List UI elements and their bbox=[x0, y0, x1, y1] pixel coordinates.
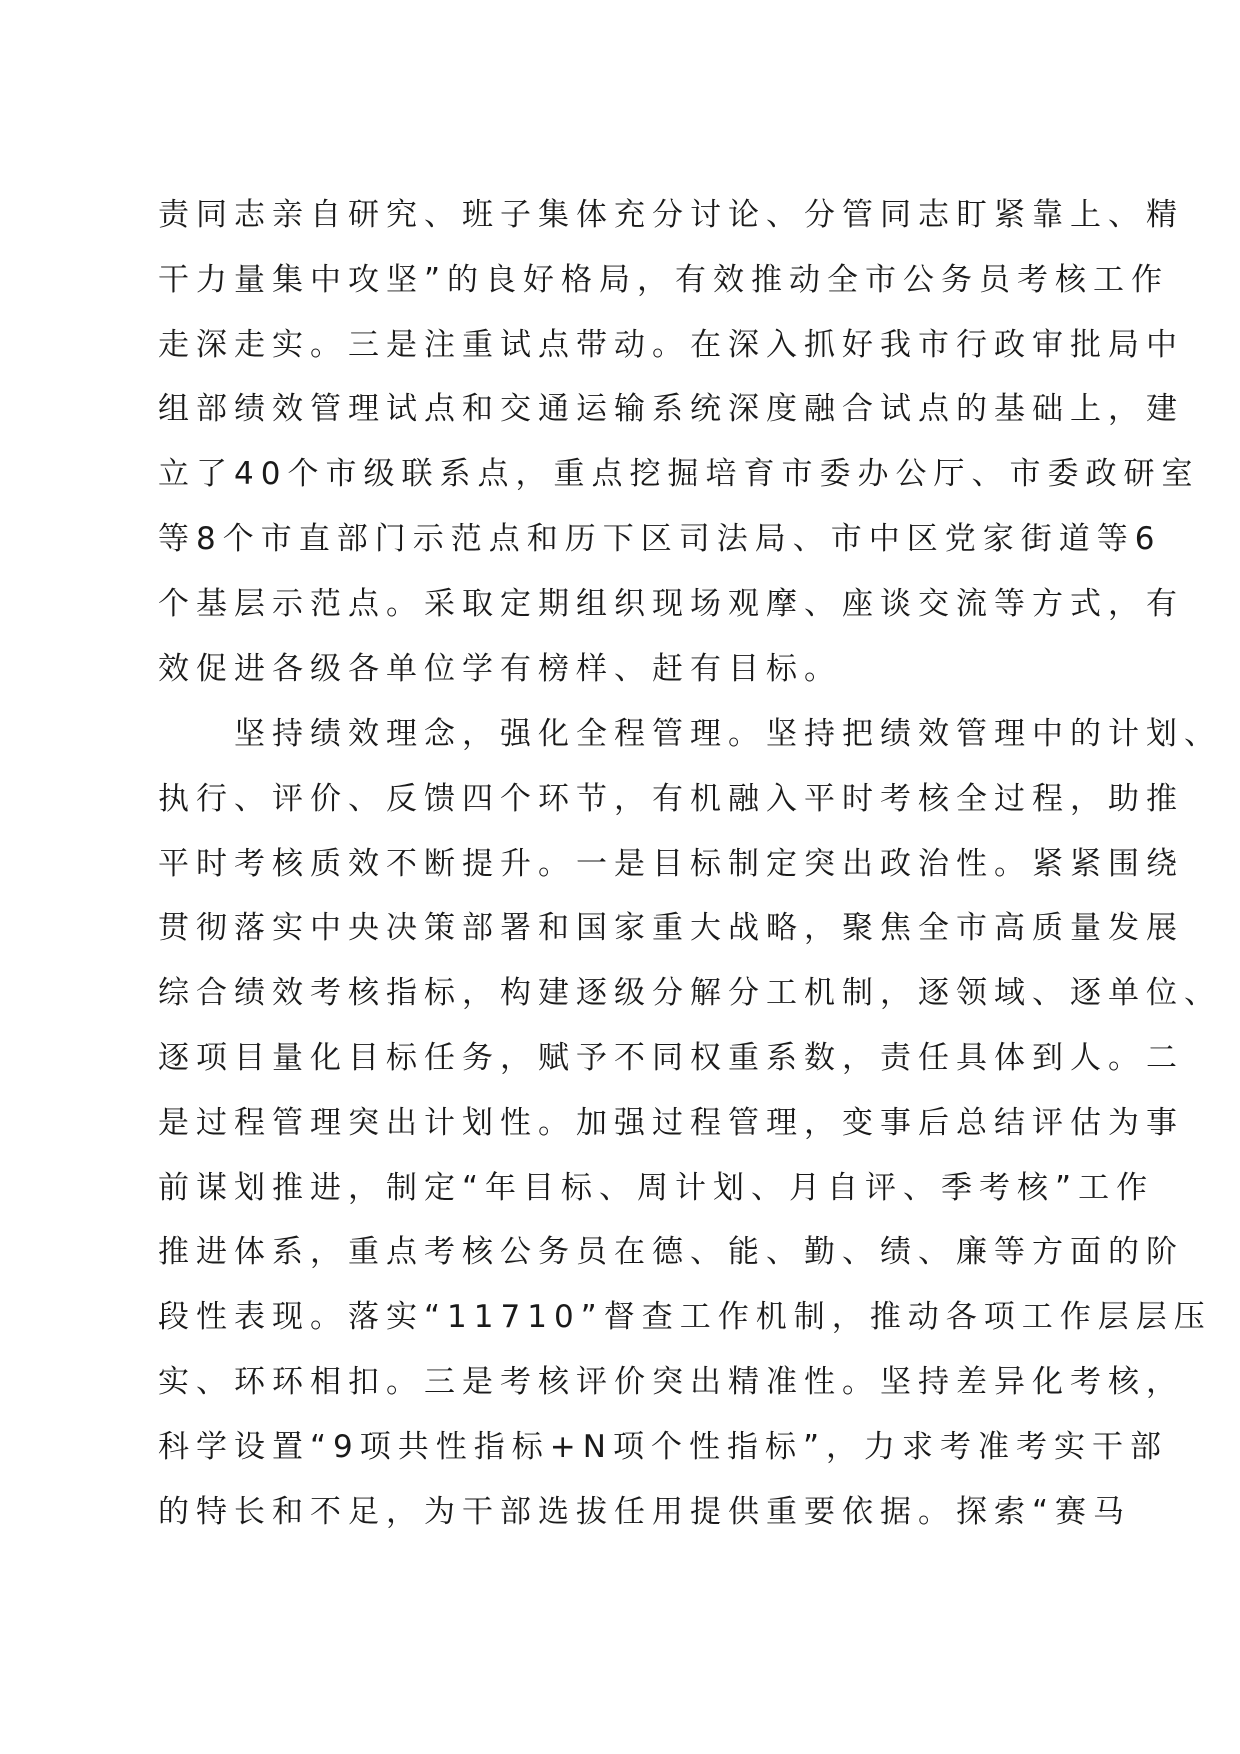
text-line: 是过程管理突出计划性。加强过程管理，变事后总结评估为事 bbox=[158, 1104, 1184, 1141]
text-line: 立了40个市级联系点，重点挖掘培育市委办公厅、市委政研室 bbox=[158, 456, 1200, 493]
text-line: 走深走实。三是注重试点带动。在深入抓好我市行政审批局中 bbox=[158, 326, 1184, 363]
text-line: 科学设置“9项共性指标+N项个性指标”，力求考准考实干部 bbox=[158, 1428, 1169, 1465]
text-line: 组部绩效管理试点和交通运输系统深度融合试点的基础上，建 bbox=[158, 391, 1184, 428]
text-line: 坚持绩效理念，强化全程管理。坚持把绩效管理中的计划、 bbox=[158, 716, 1222, 752]
paragraph-2 bbox=[158, 702, 1222, 1544]
text-line: 干力量集中攻坚”的良好格局，有效推动全市公务员考核工作 bbox=[158, 261, 1170, 298]
text-line: 逐项目量化目标任务，赋予不同权重系数，责任具体到人。二 bbox=[158, 1039, 1184, 1076]
text-line: 平时考核质效不断提升。一是目标制定突出政治性。紧紧围绕 bbox=[158, 845, 1184, 882]
paragraph-1 bbox=[158, 183, 1200, 701]
text-line: 段性表现。落实“11710”督查工作机制，推动各项工作层层压 bbox=[158, 1299, 1212, 1336]
text-line: 等8个市直部门示范点和历下区司法局、市中区党家街道等6 bbox=[158, 520, 1162, 557]
text-line: 前谋划推进，制定“年目标、周计划、月自评、季考核”工作 bbox=[158, 1169, 1155, 1206]
text-line: 推进体系，重点考核公务员在德、能、勤、绩、廉等方面的阶 bbox=[158, 1234, 1184, 1271]
text-line: 综合绩效考核指标，构建逐级分解分工机制，逐领域、逐单位、 bbox=[158, 975, 1222, 1012]
text-line: 的特长和不足，为干部选拔任用提供重要依据。探索“赛马 bbox=[158, 1493, 1132, 1530]
text-line: 责同志亲自研究、班子集体充分讨论、分管同志盯紧靠上、精 bbox=[158, 197, 1184, 233]
text-line: 实、环环相扣。三是考核评价突出精准性。坚持差异化考核， bbox=[158, 1363, 1184, 1400]
text-line: 效促进各级各单位学有榜样、赶有目标。 bbox=[158, 650, 842, 687]
text-line: 执行、评价、反馈四个环节，有机融入平时考核全过程，助推 bbox=[158, 780, 1184, 817]
text-line: 贯彻落实中央决策部署和国家重大战略，聚焦全市高质量发展 bbox=[158, 910, 1184, 947]
text-line: 个基层示范点。采取定期组织现场观摩、座谈交流等方式，有 bbox=[158, 585, 1184, 622]
